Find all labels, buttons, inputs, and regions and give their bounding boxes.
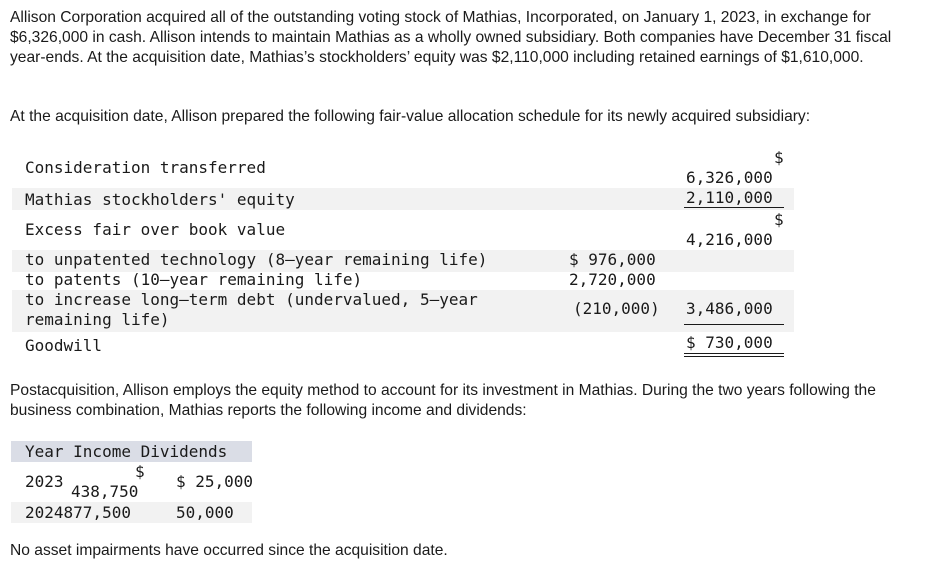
debt-value: (210,000) (573, 299, 660, 318)
dollar-sign: $ (774, 148, 784, 167)
excess-label: Excess fair over book value (25, 220, 286, 239)
row1-income: 438,750 (71, 482, 139, 501)
goodwill-value: $ 730,000 (686, 333, 773, 352)
double-rule-top (684, 353, 784, 354)
row1-dollar: $ (135, 462, 145, 481)
post-paragraph: Postacquisition, Allison employs the equity method to account for its investment in Mathias. During the two years following the business combination, Mathias reports the following income and dividends: (10, 382, 876, 419)
equity-value: 2,110,000 (686, 188, 773, 207)
goodwill-label: Goodwill (25, 336, 103, 355)
schedule-intro: At the acquisition date, Allison prepared the following fair-value allocation schedule for its newly acquired subsidiary: (10, 108, 811, 125)
debt-label-line1: to increase long–term debt (undervalued, 5–year (25, 290, 478, 309)
table-header: Year Income Dividends (25, 442, 228, 461)
row2-text: 2024877,500 (25, 503, 131, 522)
subtotal-rule (684, 207, 784, 208)
debt-label-line2: remaining life) (25, 310, 170, 329)
subtotal-rule (684, 324, 784, 325)
consideration-value: 6,326,000 (686, 168, 773, 187)
row1-dividends: $ 25,000 (176, 472, 254, 491)
row2-dividends: 50,000 (176, 503, 234, 522)
equity-label: Mathias stockholders' equity (25, 190, 295, 209)
patents-label: to patents (10–year remaining life) (25, 270, 363, 289)
double-rule-bottom (684, 356, 784, 357)
intro-paragraph: Allison Corporation acquired all of the outstanding voting stock of Mathias, Incorporated, on January 1, 2023, in exchange for $6,326,000 in cash. Allison intends to maintain Mathias as a wholly owned subsidiary. Both companies have December 31 fiscal year-ends. At the acquisition date, Mathias’s stockholders’ equity was $2,110,000 including retained earnings of $1,610,000. (10, 9, 892, 66)
allocated-total: 3,486,000 (686, 299, 773, 318)
tech-label: to unpatented technology (8–year remaining life) (25, 250, 488, 269)
dollar-sign: $ (774, 210, 784, 229)
patents-value: 2,720,000 (569, 270, 656, 289)
tech-value: $ 976,000 (569, 250, 656, 269)
consideration-label: Consideration transferred (25, 158, 266, 177)
closing-note: No asset impairments have occurred since the acquisition date. (10, 542, 448, 559)
excess-value: 4,216,000 (686, 230, 773, 249)
row1-year: 2023 (25, 472, 64, 491)
